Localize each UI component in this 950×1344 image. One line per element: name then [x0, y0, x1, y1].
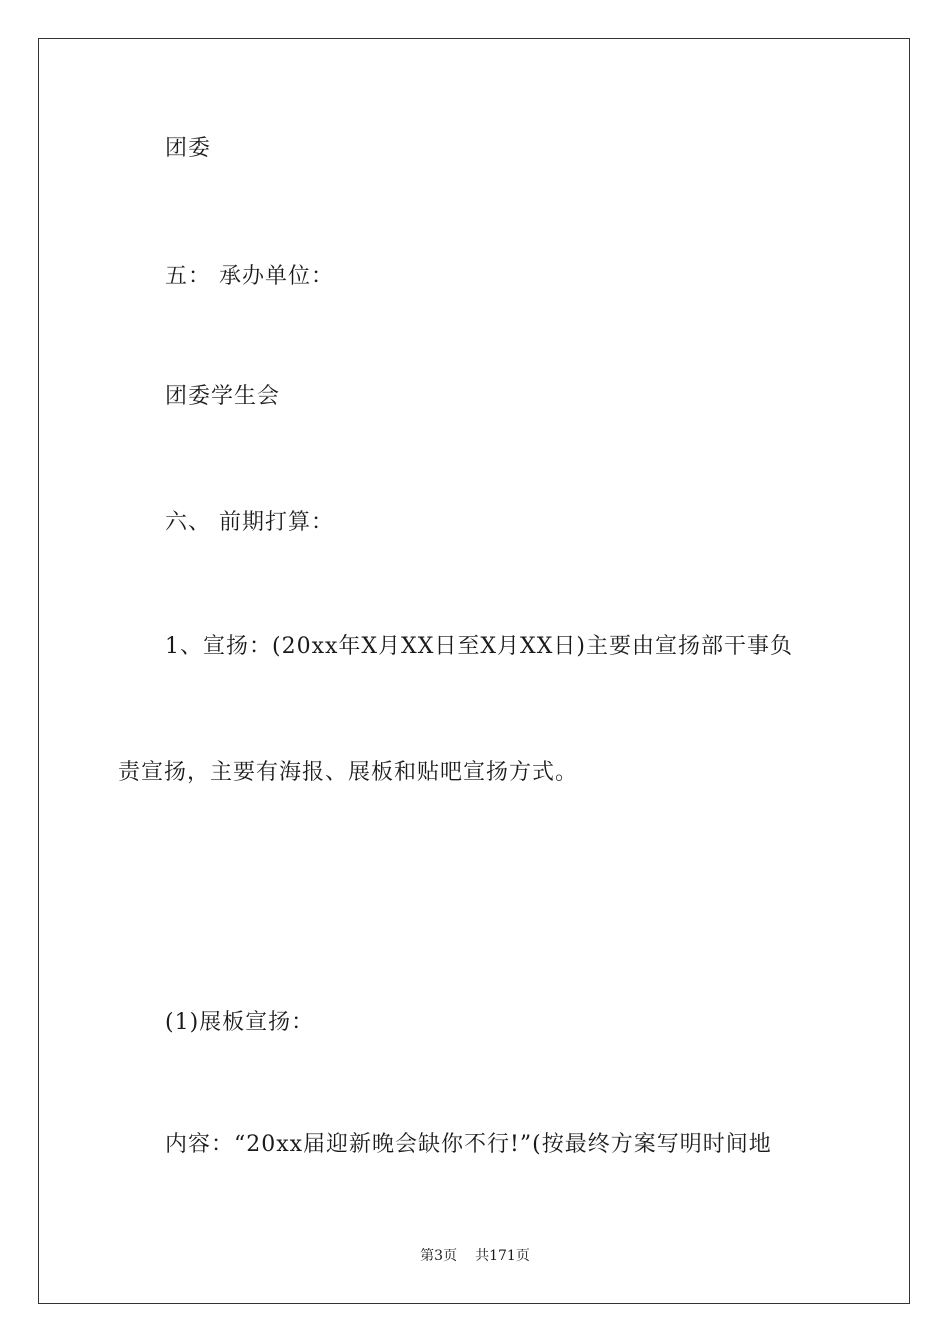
paragraph-publicity-line-1: 1、宣扬：(20xx年X月XX日至X月XX日)主要由宣扬部干事负 — [165, 634, 793, 659]
paragraph-board-content: 内容：“20xx届迎新晚会缺你不行!”(按最终方案写明时间地 — [165, 1132, 772, 1157]
total-pages: 共171页 — [475, 1248, 530, 1264]
subheading-board-publicity: (1)展板宣扬： — [165, 1010, 315, 1035]
page-border — [38, 38, 910, 1304]
section-heading-host-unit: 五： 承办单位： — [165, 264, 334, 289]
page-footer — [0, 1246, 950, 1266]
text-line-host-unit: 团委学生会 — [165, 384, 281, 409]
text-line-organizer: 团委 — [165, 136, 212, 161]
section-heading-preparation: 六、 前期打算： — [165, 510, 334, 535]
paragraph-publicity-line-2: 责宣扬，主要有海报、展板和贴吧宣扬方式。 — [118, 760, 579, 785]
page-number: 第3页 — [420, 1248, 458, 1264]
